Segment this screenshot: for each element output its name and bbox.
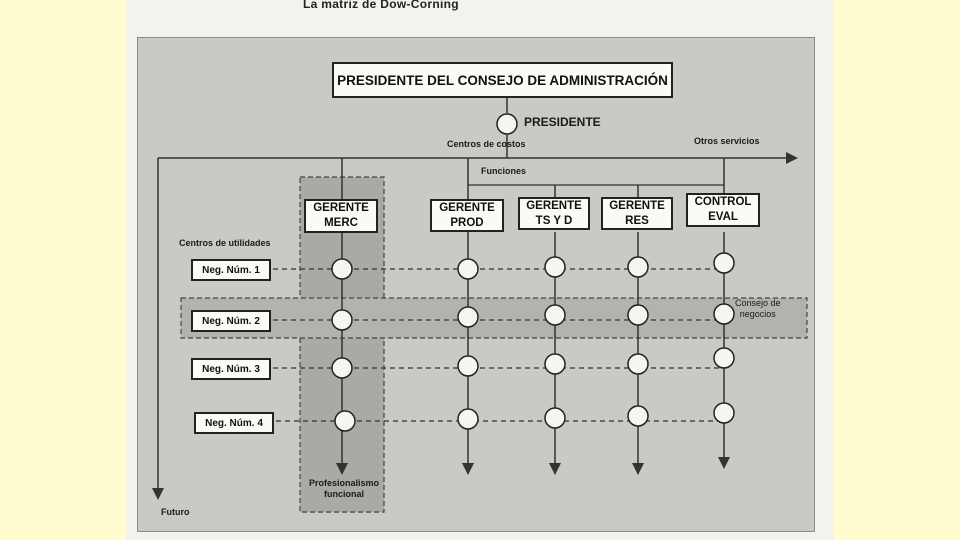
board-president-box: PRESIDENTE DEL CONSEJO DE ADMINISTRACIÓN <box>332 62 673 98</box>
profit-centers-label: Centros de utilidades <box>179 238 271 248</box>
president-node <box>497 114 517 134</box>
future-label: Futuro <box>161 507 190 517</box>
business-row-band <box>181 298 807 338</box>
manager-box-merc: GERENTE MERC <box>304 199 378 233</box>
document-title: La matriz de Dow-Corning <box>303 0 459 11</box>
functional-professionalism-label: Profesionalismo funcional <box>308 478 380 499</box>
business-box-3: Neg. Núm. 3 <box>191 358 271 380</box>
matrix-nodes <box>332 253 734 431</box>
manager-box-prod: GERENTE PROD <box>430 199 504 232</box>
other-services-label: Otros servicios <box>694 136 760 146</box>
business-box-1: Neg. Núm. 1 <box>191 259 271 281</box>
business-box-2: Neg. Núm. 2 <box>191 310 271 332</box>
manager-box-control: CONTROL EVAL <box>686 193 760 227</box>
functions-label: Funciones <box>481 166 527 176</box>
manager-box-tsyd: GERENTE TS Y D <box>518 197 590 230</box>
president-label: PRESIDENTE <box>524 115 601 129</box>
business-board-label: Consejo de negocios <box>735 298 781 319</box>
manager-box-res: GERENTE RES <box>601 197 673 230</box>
business-box-4: Neg. Núm. 4 <box>194 412 274 434</box>
cost-centers-label: Centros de costos <box>447 139 526 149</box>
